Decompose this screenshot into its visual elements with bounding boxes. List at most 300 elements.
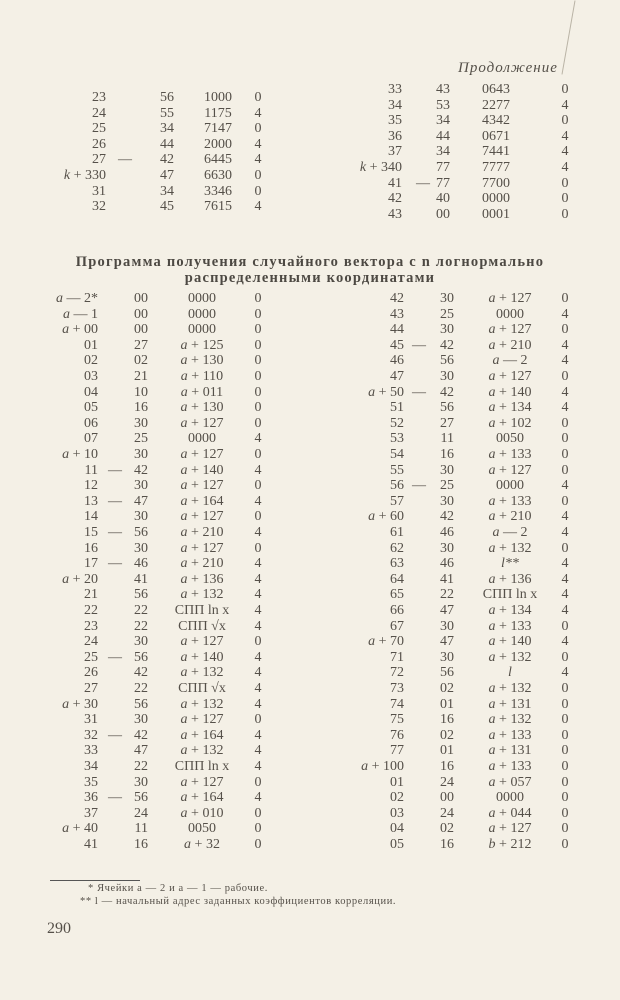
opcode-cell: 00 — [440, 790, 454, 806]
flag-cell: 4 — [254, 431, 262, 447]
address-cell: a + 00 — [62, 322, 98, 338]
opcode-cell: 47 — [440, 603, 454, 618]
flag-cell: 0 — [561, 837, 569, 852]
operand-cell: l — [508, 665, 512, 681]
address-cell: 71 — [390, 649, 404, 665]
opcode-cell: 46 — [134, 556, 148, 572]
flag-cell: 4 — [254, 493, 262, 509]
opcode-cell: 56 — [134, 525, 148, 540]
operand-cell: a + 210 — [488, 509, 532, 525]
flag-cell: 0 — [561, 790, 569, 806]
opcode-cell: 56 — [134, 587, 148, 603]
flag-cell: 0 — [561, 712, 569, 728]
opcode-cell: 25 — [440, 478, 454, 494]
flag-cell: 0 — [561, 206, 569, 222]
opcode-cell: 16 — [440, 447, 454, 462]
opcode-cell: 56 — [440, 353, 454, 369]
operand-cell: a + 132 — [180, 696, 224, 712]
footnote-1: * Ячейки a — 2 и a — 1 — рабочие. — [88, 883, 268, 894]
opcode-cell: 27 — [440, 415, 454, 431]
opcode-cell: 56 — [440, 665, 454, 681]
operand-cell: 0000 — [188, 291, 216, 306]
flag-cell: 0 — [561, 415, 569, 431]
operand-cell: 7147 — [204, 121, 232, 137]
flag-cell: 0 — [254, 369, 262, 384]
address-cell: 25 — [84, 649, 98, 665]
opcode-cell: 46 — [440, 525, 454, 540]
address-cell: 42 — [390, 291, 404, 306]
flag-cell: 4 — [254, 105, 262, 121]
address-cell: k + 340 — [359, 160, 402, 175]
operand-cell: a + 164 — [180, 493, 224, 509]
operand-cell: a + 133 — [488, 447, 532, 462]
flag-cell: 0 — [254, 90, 262, 105]
opcode-cell: 30 — [134, 540, 148, 556]
operand-cell: 3346 — [204, 183, 232, 199]
flag-cell: 0 — [254, 306, 262, 322]
address-cell: 42 — [388, 191, 402, 207]
operand-cell: a + 132 — [488, 712, 532, 728]
opcode-cell: 11 — [134, 821, 148, 837]
operand-cell: a + 140 — [488, 634, 532, 650]
opcode-cell: 41 — [134, 571, 148, 587]
address-cell: 41 — [388, 175, 402, 191]
flag-cell: 0 — [561, 369, 569, 384]
opcode-cell: 00 — [436, 206, 450, 222]
flag-cell: 4 — [561, 144, 569, 160]
opcode-cell: 47 — [134, 743, 148, 759]
operand-cell: a + 102 — [488, 415, 532, 431]
address-cell: a + 100 — [361, 759, 404, 774]
opcode-cell: 02 — [440, 681, 454, 696]
operand-cell: a + 210 — [180, 525, 224, 540]
address-cell: 72 — [390, 665, 404, 681]
flag-cell: 4 — [561, 97, 569, 113]
address-cell: 14 — [84, 509, 98, 525]
address-cell: 41 — [84, 837, 98, 852]
flag-cell: 0 — [254, 774, 262, 790]
opcode-cell: 30 — [440, 322, 454, 338]
operand-cell: a + 140 — [180, 649, 224, 665]
operand-cell: a + 131 — [488, 696, 532, 712]
flag-cell: 0 — [561, 540, 569, 556]
operand-cell: 0000 — [482, 191, 510, 207]
opcode-cell: 00 — [134, 306, 148, 322]
opcode-cell: 30 — [134, 478, 148, 494]
address-cell: 05 — [84, 400, 98, 416]
flag-cell: 4 — [561, 509, 569, 525]
operand-cell: a + 127 — [180, 634, 224, 650]
flag-cell: 0 — [561, 805, 569, 821]
operand-cell: a + 127 — [488, 322, 532, 338]
address-cell: 45 — [390, 337, 404, 353]
opcode-cell: 30 — [134, 774, 148, 790]
flag-cell: 4 — [254, 727, 262, 743]
opcode-cell: 00 — [134, 291, 148, 306]
footnote-2: ** l — начальный адрес заданных коэффициентов корреляции. — [80, 896, 397, 907]
operand-cell: a + 136 — [488, 571, 532, 587]
flag-cell: 4 — [561, 160, 569, 175]
address-cell: 54 — [390, 447, 404, 462]
opcode-cell: 56 — [134, 696, 148, 712]
flag-cell: 4 — [254, 743, 262, 759]
address-cell: 03 — [84, 369, 98, 384]
address-cell: 74 — [390, 696, 404, 712]
flag-cell: 0 — [254, 400, 262, 416]
sign-cell: — — [108, 649, 122, 665]
flag-cell: 0 — [561, 681, 569, 696]
flag-cell: 0 — [254, 183, 262, 199]
operand-cell: a + 132 — [488, 540, 532, 556]
flag-cell: 0 — [561, 821, 569, 837]
opcode-cell: 34 — [160, 121, 174, 137]
operand-cell: a + 127 — [180, 447, 224, 462]
flag-cell: 0 — [254, 447, 262, 462]
opcode-cell: 22 — [134, 603, 148, 618]
opcode-cell: 34 — [436, 144, 450, 160]
address-cell: 23 — [92, 90, 106, 105]
flag-cell: 0 — [254, 168, 262, 183]
address-cell: 64 — [390, 571, 404, 587]
address-cell: 01 — [84, 337, 98, 353]
address-cell: 66 — [390, 603, 404, 618]
flag-cell: 4 — [561, 337, 569, 353]
opcode-cell: 43 — [436, 82, 450, 97]
opcode-cell: 30 — [134, 712, 148, 728]
operand-cell: 0000 — [496, 478, 524, 494]
opcode-cell: 02 — [134, 353, 148, 369]
operand-cell: 0671 — [482, 128, 510, 144]
address-cell: 31 — [92, 183, 106, 199]
footnote-divider — [50, 880, 140, 881]
operand-cell: 0000 — [188, 431, 216, 447]
operand-cell: 0000 — [188, 322, 216, 338]
operand-cell: a + 127 — [488, 821, 532, 837]
operand-cell: a + 164 — [180, 790, 224, 806]
address-cell: 06 — [84, 415, 98, 431]
opcode-cell: 42 — [440, 384, 454, 400]
address-cell: a + 70 — [368, 634, 404, 650]
operand-cell: a + 127 — [180, 712, 224, 728]
flag-cell: 4 — [561, 634, 569, 650]
flag-cell: 4 — [561, 525, 569, 540]
opcode-cell: 16 — [440, 759, 454, 774]
sign-cell: — — [412, 337, 426, 353]
opcode-cell: 44 — [160, 136, 174, 152]
opcode-cell: 40 — [436, 191, 450, 207]
flag-cell: 4 — [254, 199, 262, 215]
operand-cell: СПП ln x — [174, 603, 230, 618]
address-cell: a + 10 — [62, 447, 98, 462]
opcode-cell: 56 — [160, 90, 174, 105]
opcode-cell: 10 — [134, 384, 148, 400]
flag-cell: 4 — [254, 603, 262, 618]
address-cell: 13 — [84, 493, 98, 509]
address-cell: 34 — [388, 97, 402, 113]
program-title-line-1: Программа получения случайного вектора с n логнормально — [75, 254, 545, 270]
flag-cell: 4 — [254, 136, 262, 152]
flag-cell: 0 — [561, 462, 569, 478]
operand-cell: a + 127 — [488, 369, 532, 384]
operand-cell: a + 133 — [488, 493, 532, 509]
flag-cell: 4 — [561, 665, 569, 681]
sign-cell: — — [412, 478, 426, 494]
opcode-cell: 30 — [134, 415, 148, 431]
flag-cell: 4 — [561, 400, 569, 416]
flag-cell: 0 — [561, 291, 569, 306]
opcode-cell: 30 — [440, 462, 454, 478]
address-cell: 32 — [92, 199, 106, 215]
flag-cell: 4 — [254, 665, 262, 681]
opcode-cell: 24 — [440, 774, 454, 790]
address-cell: a — 2* — [56, 291, 98, 306]
flag-cell: 4 — [254, 790, 262, 806]
operand-cell: 7615 — [204, 199, 232, 215]
flag-cell: 0 — [561, 774, 569, 790]
page-number: 290 — [47, 920, 71, 937]
address-cell: 35 — [84, 774, 98, 790]
operand-cell: 1000 — [204, 90, 232, 105]
address-cell: a + 20 — [62, 571, 98, 587]
flag-cell: 4 — [561, 478, 569, 494]
flag-cell: 0 — [561, 82, 569, 97]
opcode-cell: 47 — [134, 493, 148, 509]
operand-cell: a + 132 — [180, 743, 224, 759]
operand-cell: a + 130 — [180, 353, 224, 369]
opcode-cell: 34 — [436, 113, 450, 129]
opcode-cell: 55 — [160, 105, 174, 121]
address-cell: 31 — [84, 712, 98, 728]
operand-cell: a + 127 — [180, 478, 224, 494]
opcode-cell: 24 — [134, 805, 148, 821]
opcode-cell: 30 — [440, 369, 454, 384]
operand-cell: СПП ln x — [174, 759, 230, 774]
opcode-cell: 22 — [134, 759, 148, 774]
sign-cell: — — [108, 525, 122, 540]
flag-cell: 0 — [254, 322, 262, 338]
flag-cell: 4 — [254, 696, 262, 712]
opcode-cell: 21 — [134, 369, 148, 384]
sign-cell: — — [118, 152, 132, 168]
flag-cell: 0 — [561, 322, 569, 338]
sign-cell: — — [108, 727, 122, 743]
opcode-cell: 30 — [134, 509, 148, 525]
flag-cell: 4 — [254, 618, 262, 634]
address-cell: k + 330 — [63, 168, 106, 183]
operand-cell: b + 212 — [488, 837, 532, 852]
operand-cell: a + 136 — [180, 571, 224, 587]
address-cell: 34 — [84, 759, 98, 774]
operand-cell: a + 127 — [180, 509, 224, 525]
opcode-cell: 42 — [134, 462, 148, 478]
operand-cell: 7777 — [482, 160, 510, 175]
opcode-cell: 47 — [160, 168, 174, 183]
address-cell: 53 — [390, 431, 404, 447]
operand-cell: a + 127 — [180, 774, 224, 790]
address-cell: 37 — [388, 144, 402, 160]
operand-cell: a + 210 — [180, 556, 224, 572]
operand-cell: 7441 — [482, 144, 510, 160]
operand-cell: a + 127 — [180, 415, 224, 431]
operand-cell: 0000 — [188, 306, 216, 322]
flag-cell: 0 — [254, 337, 262, 353]
address-cell: 03 — [390, 805, 404, 821]
opcode-cell: 56 — [134, 790, 148, 806]
flag-cell: 0 — [254, 634, 262, 650]
operand-cell: 0001 — [482, 206, 510, 222]
address-cell: 43 — [390, 306, 404, 322]
address-cell: 47 — [390, 369, 404, 384]
operand-cell: 7700 — [482, 175, 510, 191]
operand-cell: a + 133 — [488, 618, 532, 634]
flag-cell: 0 — [254, 291, 262, 306]
opcode-cell: 01 — [440, 743, 454, 759]
flag-cell: 4 — [254, 681, 262, 696]
operand-cell: a + 134 — [488, 603, 532, 618]
operand-cell: 0000 — [496, 790, 524, 806]
address-cell: 24 — [92, 105, 106, 121]
flag-cell: 4 — [254, 571, 262, 587]
operand-cell: 6630 — [204, 168, 232, 183]
opcode-cell: 42 — [134, 665, 148, 681]
flag-cell: 4 — [561, 353, 569, 369]
operand-cell: 2000 — [204, 136, 232, 152]
address-cell: 46 — [390, 353, 404, 369]
opcode-cell: 27 — [134, 337, 148, 353]
address-cell: a + 40 — [62, 821, 98, 837]
address-cell: 65 — [390, 587, 404, 603]
opcode-cell: 42 — [134, 727, 148, 743]
opcode-cell: 11 — [440, 431, 454, 447]
flag-cell: 0 — [561, 493, 569, 509]
address-cell: 44 — [390, 322, 404, 338]
flag-cell: 0 — [561, 743, 569, 759]
flag-cell: 0 — [254, 540, 262, 556]
flag-cell: 0 — [561, 696, 569, 712]
operand-cell: a + 133 — [488, 759, 532, 774]
flag-cell: 0 — [254, 509, 262, 525]
operand-cell: a + 057 — [488, 774, 532, 790]
address-cell: 04 — [390, 821, 404, 837]
opcode-cell: 42 — [160, 152, 174, 168]
address-cell: 12 — [84, 478, 98, 494]
sign-cell: — — [108, 790, 122, 806]
operand-cell: a + 164 — [180, 727, 224, 743]
flag-cell: 0 — [561, 649, 569, 665]
operand-cell: a + 127 — [488, 462, 532, 478]
operand-cell: a + 125 — [180, 337, 224, 353]
operand-cell: a + 133 — [488, 727, 532, 743]
opcode-cell: 02 — [440, 821, 454, 837]
opcode-cell: 30 — [440, 493, 454, 509]
operand-cell: a + 011 — [180, 384, 224, 400]
address-cell: 76 — [390, 727, 404, 743]
address-cell: 57 — [390, 493, 404, 509]
opcode-cell: 30 — [440, 618, 454, 634]
operand-cell: a + 210 — [488, 337, 532, 353]
address-cell: 07 — [84, 431, 98, 447]
operand-cell: 0643 — [482, 82, 510, 97]
opcode-cell: 41 — [440, 571, 454, 587]
opcode-cell: 00 — [134, 322, 148, 338]
flag-cell: 0 — [254, 805, 262, 821]
operand-cell: 0050 — [188, 821, 216, 837]
operand-cell: a + 132 — [488, 681, 532, 696]
operand-cell: 0050 — [496, 431, 524, 447]
address-cell: 16 — [84, 540, 98, 556]
address-cell: 62 — [390, 540, 404, 556]
flag-cell: 4 — [561, 571, 569, 587]
address-cell: 17 — [84, 556, 98, 572]
address-cell: 15 — [84, 525, 98, 540]
address-cell: 52 — [390, 415, 404, 431]
operand-cell: a + 132 — [180, 665, 224, 681]
operand-cell: 6445 — [204, 152, 232, 168]
opcode-cell: 25 — [134, 431, 148, 447]
flag-cell: 0 — [254, 837, 262, 852]
opcode-cell: 25 — [440, 306, 454, 322]
opcode-cell: 16 — [440, 712, 454, 728]
sign-cell: — — [108, 493, 122, 509]
address-cell: 37 — [84, 805, 98, 821]
operand-cell: СПП √x — [178, 681, 226, 696]
flag-cell: 0 — [561, 759, 569, 774]
address-cell: 77 — [390, 743, 404, 759]
address-cell: 01 — [390, 774, 404, 790]
address-cell: 25 — [92, 121, 106, 137]
address-cell: 51 — [390, 400, 404, 416]
flag-cell: 4 — [254, 649, 262, 665]
opcode-cell: 30 — [134, 634, 148, 650]
operand-cell: a — 2 — [492, 353, 528, 369]
opcode-cell: 56 — [440, 400, 454, 416]
address-cell: 27 — [84, 681, 98, 696]
operand-cell: a + 110 — [180, 369, 224, 384]
opcode-cell: 77 — [436, 175, 450, 191]
operand-cell: a + 044 — [488, 805, 532, 821]
opcode-cell: 22 — [134, 618, 148, 634]
opcode-cell: 01 — [440, 696, 454, 712]
opcode-cell: 34 — [160, 183, 174, 199]
opcode-cell: 77 — [436, 160, 450, 175]
operand-cell: СПП ln x — [482, 587, 538, 603]
operand-cell: a + 132 — [488, 649, 532, 665]
address-cell: 73 — [390, 681, 404, 696]
address-cell: 35 — [388, 113, 402, 129]
opcode-cell: 16 — [440, 837, 454, 852]
operand-cell: a + 131 — [488, 743, 532, 759]
operand-cell: a + 32 — [184, 837, 220, 852]
sign-cell: — — [412, 384, 426, 400]
opcode-cell: 24 — [440, 805, 454, 821]
opcode-cell: 53 — [436, 97, 450, 113]
address-cell: 67 — [390, 618, 404, 634]
operand-cell: a + 127 — [180, 540, 224, 556]
operand-cell: a + 132 — [180, 587, 224, 603]
address-cell: 05 — [390, 837, 404, 852]
address-cell: 43 — [388, 206, 402, 222]
flag-cell: 0 — [561, 447, 569, 462]
opcode-cell: 16 — [134, 837, 148, 852]
opcode-cell: 30 — [440, 291, 454, 306]
operand-cell: a + 010 — [180, 805, 224, 821]
flag-cell: 0 — [561, 618, 569, 634]
flag-cell: 4 — [561, 603, 569, 618]
opcode-cell: 30 — [134, 447, 148, 462]
address-cell: 02 — [390, 790, 404, 806]
operand-cell: a + 140 — [180, 462, 224, 478]
operand-cell: a + 134 — [488, 400, 532, 416]
